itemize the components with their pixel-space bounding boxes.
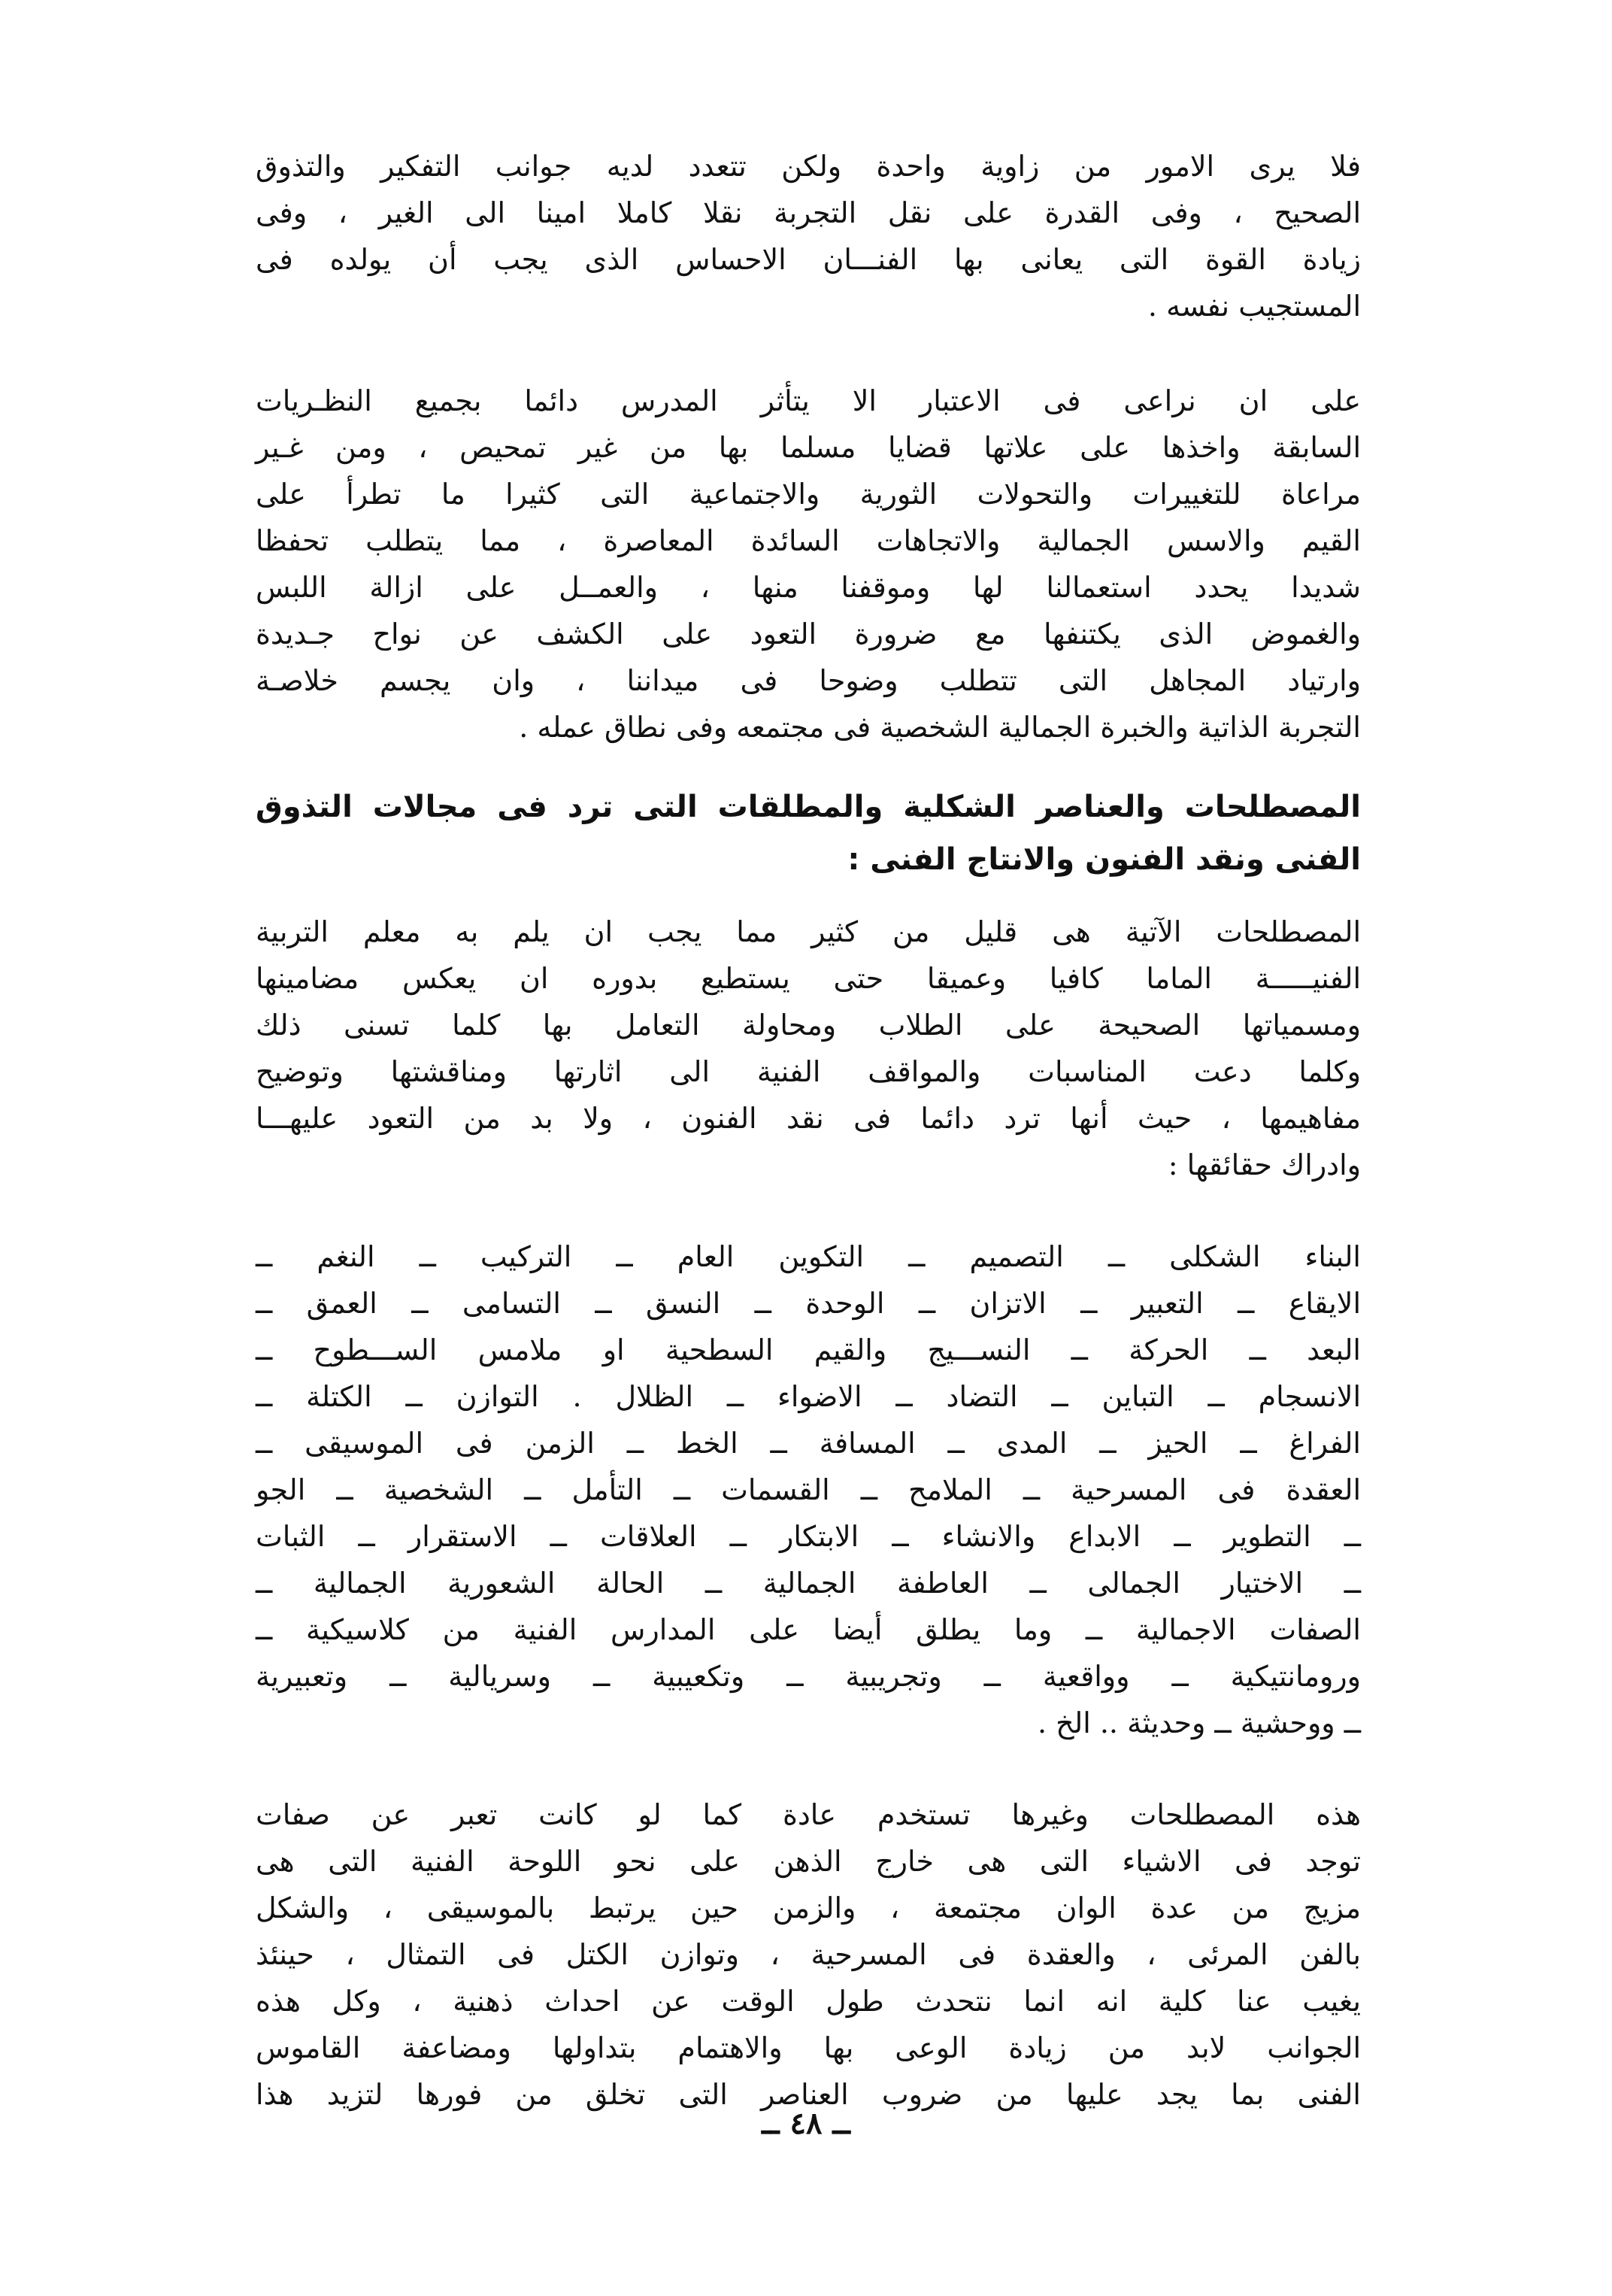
text-line: السابقة واخذها على علاتها قضايا مسلما بها من غير تمحيص ، ومن غـير bbox=[256, 431, 1361, 464]
text-line: بالفن المرئى ، والعقدة فى المسرحية ، وتوازن الكتل فى التمثال ، حينئذ bbox=[256, 1938, 1361, 1971]
paragraph-3 bbox=[256, 908, 1361, 1188]
text-line: ومسمياتها الصحيحة على الطلاب ومحاولة التعامل بها كلما تسنى ذلك bbox=[256, 1008, 1361, 1042]
text-line: مزيج من عدة الوان مجتمعة ، والزمن حين يرتبط بالموسيقى ، والشكل bbox=[256, 1891, 1361, 1924]
text-line: الايقاع ــ التعبير ــ الاتزان ــ الوحدة ــ النسق ــ التسامى ــ العمق ــ bbox=[256, 1287, 1361, 1320]
terms-list bbox=[256, 1233, 1361, 1746]
text-line: ــ التطوير ــ الابداع والانشاء ــ الابتكار ــ العلاقات ــ الاستقرار ــ الثبات bbox=[256, 1520, 1361, 1553]
text-line: هذه المصطلحات وغيرها تستخدم عادة كما لو كانت تعبر عن صفات bbox=[256, 1798, 1361, 1831]
text-line: الصفات الاجمالية ــ وما يطلق أيضا على المدارس الفنية من كلاسيكية ــ bbox=[256, 1613, 1361, 1646]
text-line: المصطلحات الآتية هى قليل من كثير مما يجب ان يلم به معلم التربية bbox=[256, 915, 1361, 948]
paragraph-2 bbox=[256, 378, 1361, 751]
text-line: الجوانب لابد من زيادة الوعى بها والاهتمام بتداولها ومضاعفة القاموس bbox=[256, 2031, 1361, 2064]
text-line: على ان نراعى فى الاعتبار الا يتأثر المدرس دائما بجميع النظـريات bbox=[256, 384, 1361, 417]
text-line: وارتياد المجاهل التى تتطلب وضوحا فى ميداننا ، وان يجسم خلاصـة bbox=[256, 664, 1361, 697]
text-line: البعد ــ الحركة ــ النســـيج والقيم السطحية او ملامس الســـطوح ــ bbox=[256, 1333, 1361, 1366]
text-line: القيم والاسس الجمالية والاتجاهات السائدة المعاصرة ، مما يتطلب تحفظا bbox=[256, 524, 1361, 557]
text-line: المستجيب نفسه . bbox=[1147, 290, 1361, 323]
text-line: شديدا يحدد استعمالنا لها وموقفنا منها ، والعمــل على ازالة اللبس bbox=[256, 571, 1361, 604]
text-line: وادراك حقائقها : bbox=[1168, 1148, 1361, 1181]
paragraph-1 bbox=[256, 143, 1361, 329]
text-line: فلا يرى الامور من زاوية واحدة ولكن تتعدد لديه جوانب التفكير والتذوق bbox=[256, 150, 1361, 183]
heading-line: الفنى ونقد الفنون والانتاج الفنى : bbox=[847, 842, 1361, 877]
text-line: الفنيـــــة الماما كافيا وعميقا حتى يستطيع بدوره ان يعكس مضامينها bbox=[256, 962, 1361, 995]
text-line: وكلما دعت المناسبات والمواقف الفنية الى اثارتها ومناقشتها وتوضيح bbox=[256, 1055, 1361, 1088]
text-line: يغيب عنا كلية انه انما نتحدث طول الوقت عن احداث ذهنية ، وكل هذه bbox=[256, 1985, 1361, 2018]
text-line: الانسجام ــ التباين ــ التضاد ــ الاضواء ــ الظلال . التوازن ــ الكتلة ــ bbox=[256, 1380, 1361, 1413]
text-line: ــ ووحشية ــ وحديثة .. الخ . bbox=[1037, 1706, 1361, 1739]
section-heading bbox=[256, 781, 1361, 886]
text-line: ورومانتيكية ــ وواقعية ــ وتجريبية ــ وتكعيبية ــ وسريالية ــ وتعبيرية bbox=[256, 1660, 1361, 1693]
text-line: البناء الشكلى ــ التصميم ــ التكوين العام ــ التركيب ــ النغم ــ bbox=[256, 1240, 1361, 1273]
text-line: الصحيح ، وفى القدرة على نقل التجربة نقلا كاملا امينا الى الغير ، وفى bbox=[256, 196, 1362, 229]
text-line: التجربة الذاتية والخبرة الجمالية الشخصية فى مجتمعه وفى نطاق عمله . bbox=[519, 711, 1361, 744]
text-line: توجد فى الاشياء التى هى خارج الذهن على نحو اللوحة الفنية التى هى bbox=[256, 1845, 1361, 1878]
paragraph-5 bbox=[256, 1791, 1361, 2118]
page-number: ــ ٤٨ ــ bbox=[762, 2106, 850, 2141]
text-line: والغموض الذى يكتنفها مع ضرورة التعود على الكشف عن نواح جـديدة bbox=[256, 617, 1361, 651]
text-line: مراعاة للتغييرات والتحولات الثورية والاجتماعية التى كثيرا ما تطرأ على bbox=[256, 478, 1361, 511]
text-line: زيادة القوة التى يعانى بها الفنـــان الاحساس الذى يجب أن يولده فى bbox=[256, 243, 1361, 276]
text-line: الفراغ ــ الحيز ــ المدى ــ المسافة ــ الخط ــ الزمن فى الموسيقى ــ bbox=[256, 1427, 1361, 1460]
text-line: العقدة فى المسرحية ــ الملامح ــ القسمات ــ التأمل ــ الشخصية ــ الجو bbox=[256, 1473, 1361, 1506]
text-line: ــ الاختيار الجمالى ــ العاطفة الجمالية ــ الحالة الشعورية الجمالية ــ bbox=[256, 1567, 1361, 1600]
text-line: الفنى بما يجد عليها من ضروب العناصر التى تخلق من فورها لتزيد هذا bbox=[256, 2078, 1361, 2111]
heading-line: المصطلحات والعناصر الشكلية والمطلقات التى ترد فى مجالات التذوق bbox=[256, 790, 1361, 824]
text-line: مفاهيمها ، حيث أنها ترد دائما فى نقد الفنون ، ولا بد من التعود عليهـــا bbox=[256, 1102, 1361, 1135]
document-page bbox=[256, 143, 1361, 2249]
